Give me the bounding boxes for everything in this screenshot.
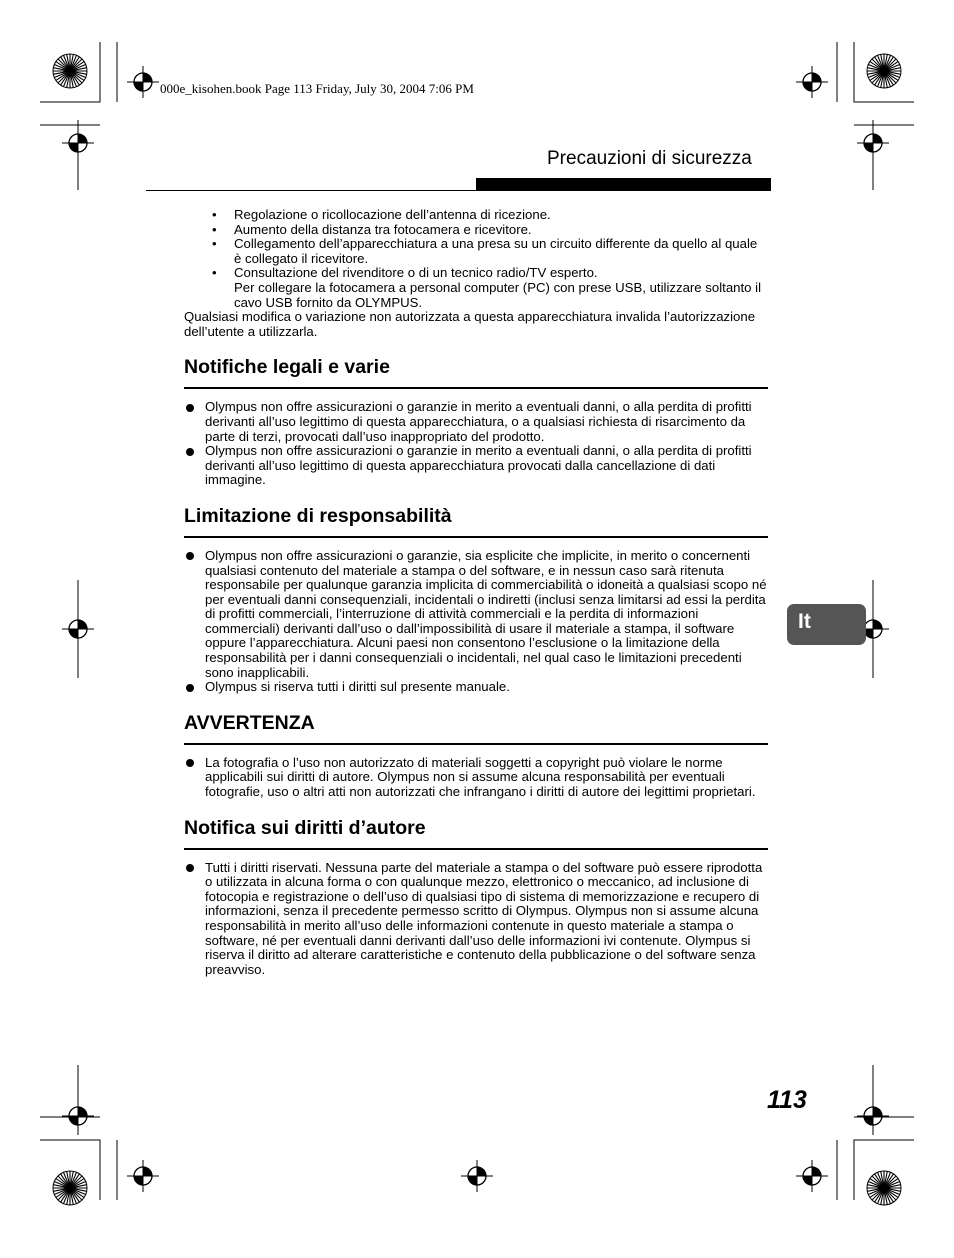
heading-copyright: Notifica sui diritti d’autore <box>184 800 768 850</box>
legal-notices-list <box>184 400 768 488</box>
intro-item: • Consultazione del rivenditore o di un tecnico radio/TV esperto. <box>184 266 768 281</box>
intro-item: • Regolazione o ricollocazione dell’antenna di ricezione. <box>184 208 768 223</box>
list-item: Olympus non offre assicurazioni o garanzie in merito a eventuali danni, o alla perdita di profitti derivanti all’uso legittimo di questa apparecchiatura provocati dalla cancellazione di dati immagine. <box>184 444 768 488</box>
intro-item: • Collegamento dell’apparecchiatura a una presa su un circuito differente da quello al quale è collegato il ricevitore. <box>184 237 768 266</box>
usb-note: Per collegare la fotocamera a personal computer (PC) con prese USB, utilizzare soltanto il cavo USB fornito da OLYMPUS. <box>234 279 762 310</box>
copyright-list <box>184 861 768 978</box>
warning-list <box>184 756 768 800</box>
page-content <box>184 208 768 977</box>
header-rule <box>146 190 476 191</box>
language-tab: It <box>787 604 866 645</box>
list-item: La fotografia o l’uso non autorizzato di materiali soggetti a copyright può violare le norme applicabili sui diritti di autore. Olympus non si assume alcuna responsabilità per eventuali fotografie, uso o altri atti non autorizzati che infrangano i diritti di autore dei legittimi proprietari. <box>184 756 768 800</box>
list-item: Tutti i diritti riservati. Nessuna parte del materiale a stampa o del software può essere riprodotta o utilizzata in alcuna forma o con qualunque mezzo, elettronico o meccanico, ad inclusione di fotocopia e registrazione o dell’uso di qualsiasi tipo di sistema di memorizzazione e recupero di informazioni, senza il precedente permesso scritto di Olympus. Olympus non si assume alcuna responsabilità in merito all’uso delle informazioni contenute in questo materiale a stampa o software, né per eventuali danni derivanti dall’uso delle informazioni ivi contenute. Olympus si riserva il diritto ad alterare caratteristiche e contenuto della pubblicazione o del software senza preavviso. <box>184 861 768 978</box>
list-item: Olympus non offre assicurazioni o garanzie, sia esplicite che implicite, in merito o concernenti qualsiasi contenuto del materiale a stampa o del software, e in nessun caso sarà ritenuta responsabile per qualunque garanzia implicita di commerciabilità o idoneità a qualsiasi scopo né per eventuali danni consequenziali, incidentali o indiretti (inclusi senza limitarsi ad essi la perdita di profitti commerciali, l’interruzione di attività commerciali e la perdita di informazioni commerciali) derivanti dall’uso o dall’impossibilità di usare il materiale a stampa, il software oppure l’apparecchiatura. Alcuni paesi non consentono l’esclusione o la limitazione della responsabilità per i danni consequenziali o incidentali, nel qual caso le limitazioni precedenti sono inapplicabili. <box>184 549 768 680</box>
page-number: 113 <box>767 1086 807 1114</box>
intro-item: • Aumento della distanza tra fotocamera e ricevitore. <box>184 223 768 238</box>
file-info: 000e_kisohen.book Page 113 Friday, July 30, 2004 7:06 PM <box>160 81 474 96</box>
list-item: Olympus si riserva tutti i diritti sul presente manuale. <box>184 680 768 695</box>
heading-liability: Limitazione di responsabilità <box>184 488 768 538</box>
liability-list <box>184 549 768 695</box>
heading-warning: AVVERTENZA <box>184 695 768 745</box>
section-title: Precauzioni di sicurezza <box>547 148 752 169</box>
heading-legal-notices: Notifiche legali e varie <box>184 339 768 389</box>
modification-note: Qualsiasi modifica o variazione non autorizzata a questa apparecchiatura invalida l’autorizzazione dell’utente a utilizzarla. <box>184 309 756 339</box>
intro-list <box>184 208 768 281</box>
header-bar <box>476 178 771 191</box>
list-item: Olympus non offre assicurazioni o garanzie in merito a eventuali danni, o alla perdita di profitti derivanti all’uso legittimo di questa apparecchiatura, o a qualsiasi richiesta di risarcimento da parte di terzi, provocati dall’uso inappropriato del prodotto. <box>184 400 768 444</box>
